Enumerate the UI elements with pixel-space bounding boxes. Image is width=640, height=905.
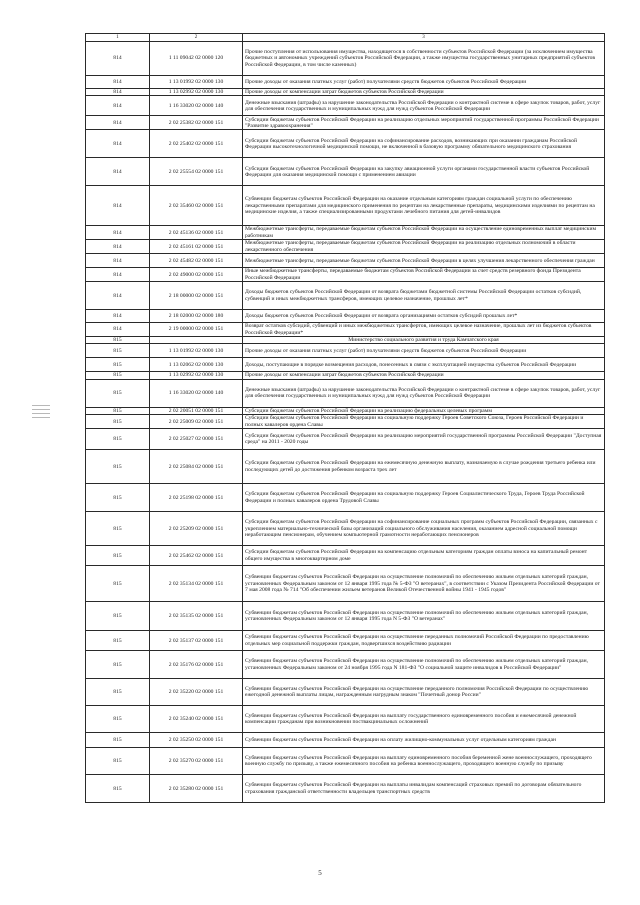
description: Субвенции бюджетам субъектов Российской Федерации на оказание отдельным категориям граждан социальной услуги по обеспечению лекарственными препаратами для медицинского применения по рецептам на лекарственные препараты, медицинскими изделиями по рецептам на медицинские изделия, а также специализированными продуктами лечебного питания для детей-инвалидов <box>243 186 605 226</box>
budget-code: 2 02 45482 02 0000 151 <box>150 254 243 268</box>
budget-code: 2 02 35460 02 0000 151 <box>150 186 243 226</box>
table-row <box>86 358 605 372</box>
header-col-2: 2 <box>150 34 243 42</box>
admin-code: 815 <box>86 372 150 379</box>
admin-code: 814 <box>86 186 150 226</box>
budget-code: 2 02 25382 02 0000 151 <box>150 116 243 130</box>
table-row <box>86 546 605 566</box>
budget-code: 2 02 25084 02 0000 151 <box>150 450 243 484</box>
description: Субсидии бюджетам субъектов Российской Федерации на ежемесячную денежную выплату, назначаемую в случае рождения третьего ребенка или последующих детей до достижения ребенком возраста трех лет <box>243 450 605 484</box>
description: Иные межбюджетные трансферты, передаваемые бюджетам субъектов Российской Федерации за счет средств резервного фонда Президента Российской Федерации <box>243 268 605 282</box>
budget-code: 1 13 01992 02 0000 130 <box>150 344 243 358</box>
description: Субвенции бюджетам субъектов Российской Федерации на выплату единовременного пособия беременной жене военнослужащего, проходящего военную службу по призыву, а также ежемесячного пособия на ребенка военнослужащего, проходящего военную службу по призыву <box>243 748 605 775</box>
table-row <box>86 323 605 337</box>
table-row <box>86 240 605 254</box>
description: Субсидии бюджетам субъектов Российской Федерации на софинансирование социальных программ субъектов Российской Федерации, связанных с укреплением материально-технической базы организаций социального обслуживания населения, оказанием адресной социальной помощи неработающим пенсионерам, обучением компьютерной грамотности неработающих пенсионеров <box>243 512 605 546</box>
budget-code: 1 16 33020 02 0000 140 <box>150 379 243 407</box>
table-row <box>86 372 605 379</box>
table-row <box>86 415 605 429</box>
header-col-1: 1 <box>86 34 150 42</box>
description: Доходы бюджетов субъектов Российской Федерации от возврата организациями остатков субсидий прошлых лет* <box>243 310 605 323</box>
admin-code: 815 <box>86 379 150 407</box>
description: Субсидии бюджетам субъектов Российской Федерации на социальную поддержку Героев Социалистического Труда, Героев Труда Российской Федерации и полных кавалеров ордена Трудовой Славы <box>243 484 605 512</box>
budget-code: 2 02 20051 02 0000 151 <box>150 407 243 414</box>
table-row <box>86 282 605 310</box>
description: Субвенции бюджетам субъектов Российской Федерации на выплаты инвалидам компенсаций страховых премий по договорам обязательного страхования гражданской ответственности владельцев транспортных средств <box>243 775 605 803</box>
table-row <box>86 631 605 651</box>
budget-code: 2 02 25027 02 0000 151 <box>150 429 243 450</box>
budget-code: 2 02 49000 02 0000 151 <box>150 268 243 282</box>
description: Возврат остатков субсидий, субвенций и иных межбюджетных трансфертов, имеющих целевое назначение, прошлых лет из бюджетов субъектов Российской Федерации* <box>243 323 605 337</box>
table-row <box>86 484 605 512</box>
description: Министерство социального развития и труда Камчатского края <box>243 337 605 344</box>
table-row <box>86 96 605 116</box>
admin-code: 814 <box>86 240 150 254</box>
table-row <box>86 602 605 631</box>
description: Прочие доходы от оказания платных услуг (работ) получателями средств бюджетов субъектов Российской Федерации <box>243 76 605 89</box>
table-row <box>86 310 605 323</box>
admin-code: 815 <box>86 337 150 344</box>
admin-code: 815 <box>86 706 150 733</box>
admin-code: 815 <box>86 631 150 651</box>
description: Субвенции бюджетам субъектов Российской Федерации на оплату жилищно-коммунальных услуг отдельным категориям граждан <box>243 733 605 748</box>
table-row <box>86 158 605 186</box>
description: Субвенции бюджетам субъектов Российской Федерации на осуществление полномочий по обеспечению жильем отдельных категорий граждан, установленных Федеральным законом от 12 января 1995 года N 5-ФЗ "О ветеранах" <box>243 602 605 631</box>
table-row <box>86 76 605 89</box>
description: Денежные взыскания (штрафы) за нарушение законодательства Российской Федерации о контрактной системе в сфере закупок товаров, работ, услуг для обеспечения государственных и муниципальных нужд для нужд субъектов Российской Федерации <box>243 96 605 116</box>
budget-code: 2 02 25209 02 0000 151 <box>150 512 243 546</box>
budget-code: 2 02 35220 02 0000 151 <box>150 679 243 706</box>
table-row <box>86 651 605 679</box>
table-row <box>86 512 605 546</box>
budget-code: 2 02 35134 02 0000 151 <box>150 566 243 602</box>
description: Прочие доходы от компенсации затрат бюджетов субъектов Российской Федерации <box>243 89 605 96</box>
budget-code: 2 02 35250 02 0000 151 <box>150 733 243 748</box>
side-mark <box>32 402 50 424</box>
admin-code: 815 <box>86 602 150 631</box>
description: Субвенции бюджетам субъектов Российской Федерации на осуществление переданных полномочий Российской Федерации по предоставлению отдельных мер социальной поддержки граждан, подвергшихся воздействию радиации <box>243 631 605 651</box>
budget-codes-table <box>85 33 605 803</box>
budget-code: 2 02 25198 02 0000 151 <box>150 484 243 512</box>
description: Межбюджетные трансферты, передаваемые бюджетам субъектов Российской Федерации в целях улучшения лекарственного обеспечения граждан <box>243 254 605 268</box>
budget-code: 2 02 35270 02 0000 151 <box>150 748 243 775</box>
admin-code: 815 <box>86 651 150 679</box>
budget-code: 1 13 02062 02 0000 130 <box>150 358 243 372</box>
table-row <box>86 254 605 268</box>
budget-code: 2 02 45161 02 0000 151 <box>150 240 243 254</box>
description: Прочие доходы от оказания платных услуг (работ) получателями средств бюджетов субъектов Российской Федерации <box>243 344 605 358</box>
description: Прочие поступления от использования имущества, находящегося в собственности субъектов Российской Федерации (за исключением имущества бюджетных и автономных учреждений субъектов Российской Федерации, а также имущества государственных унитарных предприятий субъектов Российской Федерации, в том числе казенных) <box>243 42 605 76</box>
budget-code: 2 18 02000 02 0000 180 <box>150 310 243 323</box>
admin-code: 815 <box>86 733 150 748</box>
page-number: 5 <box>318 869 322 877</box>
admin-code: 815 <box>86 429 150 450</box>
budget-code: 1 16 33020 02 0000 140 <box>150 96 243 116</box>
description: Доходы, поступающие в порядке возмещения расходов, понесенных в связи с эксплуатацией имущества субъектов Российской Федерации <box>243 358 605 372</box>
table-row <box>86 116 605 130</box>
description: Доходы бюджетов субъектов Российской Федерации от возврата бюджетами бюджетной системы Российской Федерации остатков субсидий, субвенций и иных межбюджетных трансферов, имеющих целевое назначение, прошлых лет* <box>243 282 605 310</box>
admin-code: 814 <box>86 116 150 130</box>
admin-code: 815 <box>86 512 150 546</box>
budget-code: 1 13 02992 02 0000 130 <box>150 89 243 96</box>
description: Субвенции бюджетам субъектов Российской Федерации на осуществление переданного полномочия Российской Федерации по осуществлению ежегодной денежной выплаты лицам, награжденным нагрудным знаком "Почетный донор России" <box>243 679 605 706</box>
table-row <box>86 268 605 282</box>
admin-code: 814 <box>86 96 150 116</box>
description: Субвенции бюджетам субъектов Российской Федерации на выплату государственного единовременного пособия и ежемесячной денежной компенсации гражданам при возникновении поствакцинальных осложнений <box>243 706 605 733</box>
budget-code: 2 02 25462 02 0000 151 <box>150 546 243 566</box>
admin-code: 814 <box>86 226 150 240</box>
admin-code: 815 <box>86 679 150 706</box>
admin-code: 815 <box>86 450 150 484</box>
table-row <box>86 337 605 344</box>
admin-code: 814 <box>86 130 150 158</box>
budget-code: 2 02 35176 02 0000 151 <box>150 651 243 679</box>
admin-code: 815 <box>86 344 150 358</box>
admin-code: 814 <box>86 158 150 186</box>
table-row <box>86 748 605 775</box>
table-header-row <box>86 34 605 42</box>
description: Субвенции бюджетам субъектов Российской Федерации на осуществление полномочий по обеспечению жильем отдельных категорий граждан, установленных Федеральным законом от 24 ноября 1995 года N 181-ФЗ "О социальной защите инвалидов в Российской Федерации" <box>243 651 605 679</box>
table-row <box>86 89 605 96</box>
budget-code: 2 02 35137 02 0000 151 <box>150 631 243 651</box>
table-row <box>86 775 605 803</box>
description: Прочие доходы от компенсации затрат бюджетов субъектов Российской Федерации <box>243 372 605 379</box>
budget-code: 2 02 25009 02 0000 151 <box>150 415 243 429</box>
description: Субвенции бюджетам субъектов Российской Федерации на осуществление полномочий по обеспечению жильем отдельных категорий граждан, установленных Федеральным законом от 12 января 1995 года № 5-ФЗ "О ветеранах", в соответствии с Указом Президента Российской Федерации от 7 мая 2008 года № 714 "Об обеспечении жильем ветеранов Великой Отечественной войны 1941 - 1945 годов" <box>243 566 605 602</box>
table-row <box>86 429 605 450</box>
description: Межбюджетные трансферты, передаваемые бюджетам субъектов Российской Федерации на реализацию отдельных полномочий в области лекарственного обеспечения <box>243 240 605 254</box>
description: Субсидии бюджетам субъектов Российской Федерации на реализацию отдельных мероприятий государственной программы Российской Федерации "Развитие здравоохранения" <box>243 116 605 130</box>
admin-code: 815 <box>86 415 150 429</box>
admin-code: 814 <box>86 254 150 268</box>
table-row <box>86 344 605 358</box>
admin-code: 815 <box>86 566 150 602</box>
admin-code: 814 <box>86 89 150 96</box>
budget-code: 1 13 02992 02 0000 130 <box>150 372 243 379</box>
budget-code: 2 02 35135 02 0000 151 <box>150 602 243 631</box>
table-row <box>86 450 605 484</box>
table-row <box>86 679 605 706</box>
budget-code: 1 13 01992 02 0000 130 <box>150 76 243 89</box>
admin-code: 815 <box>86 407 150 414</box>
admin-code: 815 <box>86 358 150 372</box>
table-row <box>86 566 605 602</box>
table-row <box>86 706 605 733</box>
description: Денежные взыскания (штрафы) за нарушение законодательства Российской Федерации о контрактной системе в сфере закупок товаров, работ, услуг для обеспечения государственных и муниципальных нужд для нужд субъектов Российской Федерации <box>243 379 605 407</box>
admin-code: 815 <box>86 748 150 775</box>
description: Субсидии бюджетам субъектов Российской Федерации на компенсацию отдельным категориям граждан оплаты взноса на капитальный ремонт общего имущества в многоквартирном доме <box>243 546 605 566</box>
budget-code: 2 18 00000 02 0000 151 <box>150 282 243 310</box>
admin-code: 815 <box>86 546 150 566</box>
budget-code: 2 02 45136 02 0000 151 <box>150 226 243 240</box>
budget-code: 2 02 25554 02 0000 151 <box>150 158 243 186</box>
table-row <box>86 186 605 226</box>
table-row <box>86 407 605 414</box>
table-row <box>86 130 605 158</box>
description: Субсидии бюджетам субъектов Российской Федерации на реализацию федеральных целевых программ <box>243 407 605 414</box>
header-col-3: 3 <box>243 34 605 42</box>
budget-code: 2 02 35240 02 0000 151 <box>150 706 243 733</box>
admin-code: 814 <box>86 76 150 89</box>
admin-code: 814 <box>86 310 150 323</box>
budget-code: 2 19 00000 02 0000 151 <box>150 323 243 337</box>
table-row <box>86 733 605 748</box>
table-row <box>86 379 605 407</box>
admin-code: 814 <box>86 42 150 76</box>
budget-code <box>150 337 243 344</box>
admin-code: 814 <box>86 323 150 337</box>
description: Субсидии бюджетам субъектов Российской Федерации на социальную поддержку Героев Советского Союза, Героев Российской Федерации и полных кавалеров ордена Славы <box>243 415 605 429</box>
description: Субсидии бюджетам субъектов Российской Федерации на закупку авиационной услуги органами государственной власти субъектов Российской Федерации для оказания медицинской помощи с применением авиации <box>243 158 605 186</box>
budget-code: 2 02 35280 02 0000 151 <box>150 775 243 803</box>
table-row <box>86 42 605 76</box>
budget-code: 1 11 09042 02 0000 120 <box>150 42 243 76</box>
budget-code: 2 02 25402 02 0000 151 <box>150 130 243 158</box>
admin-code: 815 <box>86 775 150 803</box>
admin-code: 815 <box>86 484 150 512</box>
admin-code: 814 <box>86 282 150 310</box>
description: Субсидии бюджетам субъектов Российской Федерации на реализацию мероприятий государственной программы Российской Федерации "Доступная среда" на 2011 - 2020 годы <box>243 429 605 450</box>
admin-code: 814 <box>86 268 150 282</box>
table-row <box>86 226 605 240</box>
description: Межбюджетные трансферты, передаваемые бюджетам субъектов Российской Федерации на осуществление единовременных выплат медицинским работникам <box>243 226 605 240</box>
description: Субсидии бюджетам субъектов Российской Федерации на софинансирование расходов, возникающих при оказании гражданам Российской Федерации высокотехнологичной медицинской помощи, не включенной в базовую программу обязательного медицинского страхования <box>243 130 605 158</box>
